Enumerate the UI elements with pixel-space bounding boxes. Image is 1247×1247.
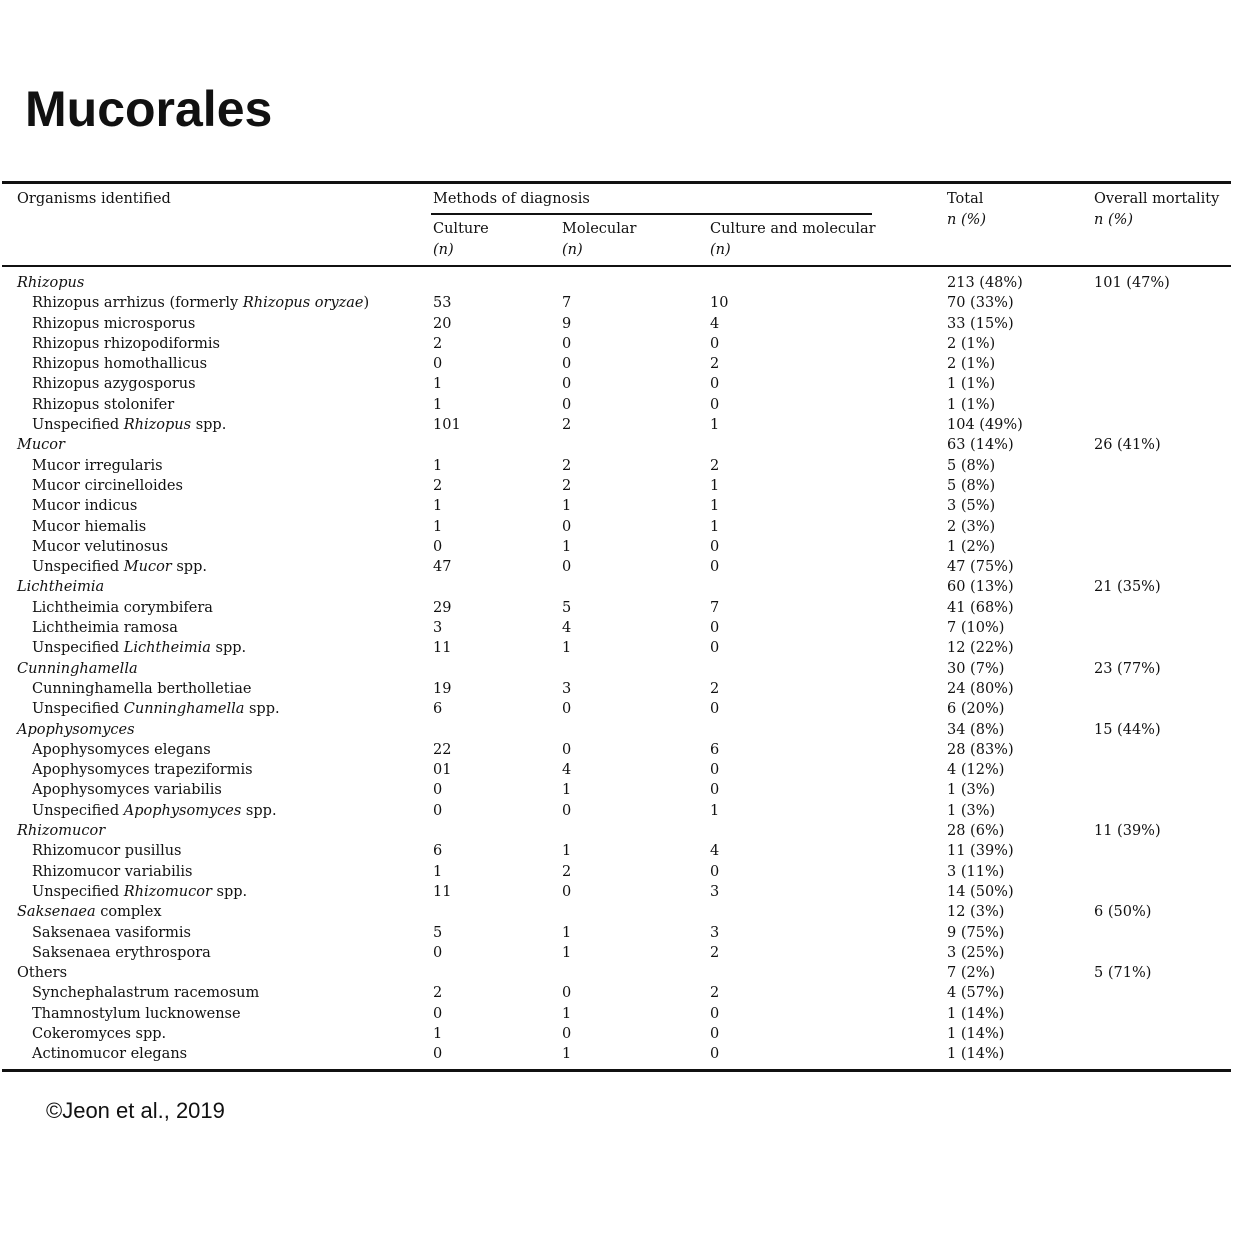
table-row xyxy=(2,598,1231,618)
organism-name-part: spp. xyxy=(191,417,227,434)
culture-count: 20 xyxy=(433,315,452,332)
organism-name: Lichtheimia xyxy=(17,579,105,596)
total-count: 2 (3%) xyxy=(947,518,996,535)
table-header xyxy=(2,184,1231,265)
total-count: 30 (7%) xyxy=(947,660,1005,677)
organism-name: Synchephalastrum racemosum xyxy=(32,985,260,1002)
molecular-count: 0 xyxy=(562,356,572,373)
organism-name: Mucor circinelloides xyxy=(32,477,183,494)
organism-name-part: spp. xyxy=(210,640,247,657)
molecular-count: 0 xyxy=(562,335,572,352)
total-count: 213 (48%) xyxy=(947,275,1023,291)
organism-name: Mucor irregularis xyxy=(32,457,163,474)
total-count: 60 (13%) xyxy=(947,579,1014,596)
culture-molecular-count: 0 xyxy=(710,559,720,576)
culture-molecular-count: 0 xyxy=(710,376,720,393)
total-count: 2 (1%) xyxy=(947,335,996,352)
molecular-count: 1 xyxy=(562,782,572,799)
total-count: 41 (68%) xyxy=(947,599,1014,616)
molecular-count: 4 xyxy=(562,762,572,779)
culture-count: 11 xyxy=(433,883,452,900)
culture-count: 1 xyxy=(433,863,443,880)
culture-count: 1 xyxy=(433,376,443,393)
total-count: 4 (12%) xyxy=(947,762,1005,779)
mortality-count: 26 (41%) xyxy=(1094,437,1161,454)
organism-name: Thamnostylum lucknowense xyxy=(32,1005,241,1022)
total-count: 9 (75%) xyxy=(947,924,1005,941)
molecular-count: 0 xyxy=(562,559,572,576)
table-row xyxy=(2,517,1231,537)
header-organisms: Organisms identified xyxy=(17,191,171,207)
table-row xyxy=(2,841,1231,861)
culture-molecular-count: 0 xyxy=(710,1025,720,1042)
organism-name: Apophysomyces variabilis xyxy=(32,782,222,799)
molecular-count: 0 xyxy=(562,1025,572,1042)
slide-title: Mucorales xyxy=(25,81,273,137)
total-count: 1 (3%) xyxy=(947,782,996,799)
table-group-row xyxy=(2,963,1231,983)
total-count: 33 (15%) xyxy=(947,315,1014,332)
molecular-count: 0 xyxy=(562,802,572,819)
total-count: 1 (1%) xyxy=(947,376,996,393)
table-row xyxy=(2,862,1231,882)
culture-count: 6 xyxy=(433,701,443,718)
culture-molecular-count: 0 xyxy=(710,1005,720,1022)
culture-molecular-count: 0 xyxy=(710,701,720,718)
table-row xyxy=(2,801,1231,821)
organism-name-part: Mucor xyxy=(123,559,172,576)
table-group-row xyxy=(2,577,1231,597)
table-row xyxy=(2,334,1231,354)
mucorales-table xyxy=(2,181,1231,1072)
header-culture-molecular-n: (n) xyxy=(710,242,731,258)
culture-molecular-count: 0 xyxy=(710,538,720,555)
organism-name: Rhizomucor variabilis xyxy=(32,863,193,880)
molecular-count: 7 xyxy=(562,295,572,312)
molecular-count: 0 xyxy=(562,518,572,535)
culture-molecular-count: 0 xyxy=(710,620,720,637)
organism-name-part: Lichtheimia xyxy=(123,640,211,657)
culture-molecular-count: 2 xyxy=(710,356,720,373)
table-row xyxy=(2,476,1231,496)
culture-molecular-count: 0 xyxy=(710,396,720,413)
organism-name-part: Unspecified xyxy=(32,802,124,819)
culture-count: 11 xyxy=(433,640,452,657)
organism-name: Rhizopus azygosporus xyxy=(32,376,196,393)
molecular-count: 0 xyxy=(562,376,572,393)
table-row xyxy=(2,293,1231,313)
header-total: Total xyxy=(947,191,984,207)
culture-molecular-count: 4 xyxy=(710,843,720,860)
organism-name-part: Unspecified xyxy=(32,640,124,657)
culture-molecular-count: 0 xyxy=(710,640,720,657)
organism-name: Lichtheimia ramosa xyxy=(32,620,178,637)
total-count: 3 (25%) xyxy=(947,944,1005,961)
organism-name-part: Rhizopus oryzae xyxy=(242,295,364,312)
header-overall-mortality: Overall mortality xyxy=(1094,191,1220,207)
organism-name xyxy=(32,801,277,821)
molecular-count: 3 xyxy=(562,680,572,697)
total-count: 12 (3%) xyxy=(947,904,1005,921)
culture-molecular-count: 0 xyxy=(710,762,720,779)
mortality-count: 5 (71%) xyxy=(1094,965,1152,982)
total-count: 24 (80%) xyxy=(947,680,1014,697)
total-count: 7 (2%) xyxy=(947,965,996,982)
organism-name: Mucor hiemalis xyxy=(32,518,147,535)
header-molecular: Molecular xyxy=(562,221,637,237)
header-total-pct: n (%) xyxy=(947,212,987,228)
molecular-count: 1 xyxy=(562,1046,572,1063)
organism-name-part: spp. xyxy=(171,559,207,576)
organism-name: Rhizopus xyxy=(17,275,85,291)
organism-name-part: spp. xyxy=(244,701,280,718)
culture-count: 5 xyxy=(433,924,443,941)
culture-count: 0 xyxy=(433,802,443,819)
organism-name: Apophysomyces trapeziformis xyxy=(32,762,253,779)
molecular-count: 4 xyxy=(562,620,572,637)
culture-molecular-count: 1 xyxy=(710,498,720,515)
culture-count: 0 xyxy=(433,356,443,373)
organism-name: Cunninghamella xyxy=(17,660,138,677)
mortality-count: 11 (39%) xyxy=(1094,823,1161,840)
table-row xyxy=(2,679,1231,699)
molecular-count: 0 xyxy=(562,883,572,900)
organism-name: Rhizopus stolonifer xyxy=(32,396,175,413)
organism-name-part: Apophysomyces xyxy=(123,802,242,819)
organism-name-part: Saksenaea xyxy=(17,904,96,921)
organism-name xyxy=(32,293,369,313)
organism-name-part: complex xyxy=(95,904,162,921)
organism-name-part: Unspecified xyxy=(32,701,124,718)
culture-count: 0 xyxy=(433,1005,443,1022)
culture-molecular-count: 0 xyxy=(710,1046,720,1063)
culture-molecular-count: 3 xyxy=(710,883,720,900)
molecular-count: 1 xyxy=(562,640,572,657)
molecular-count: 1 xyxy=(562,538,572,555)
culture-molecular-count: 2 xyxy=(710,985,720,1002)
organism-name: Rhizomucor pusillus xyxy=(32,843,182,860)
molecular-count: 1 xyxy=(562,498,572,515)
header-culture: Culture xyxy=(433,221,489,237)
molecular-count: 0 xyxy=(562,701,572,718)
culture-count: 0 xyxy=(433,782,443,799)
total-count: 5 (8%) xyxy=(947,457,996,474)
organism-name xyxy=(32,557,207,577)
table-row xyxy=(2,1004,1231,1024)
culture-molecular-count: 1 xyxy=(710,417,720,434)
mortality-count: 21 (35%) xyxy=(1094,579,1161,596)
table-row xyxy=(2,374,1231,394)
culture-molecular-count: 6 xyxy=(710,741,720,758)
organism-name: Rhizomucor xyxy=(17,823,106,840)
table-group-row xyxy=(2,902,1231,922)
culture-molecular-count: 1 xyxy=(710,518,720,535)
total-count: 12 (22%) xyxy=(947,640,1014,657)
culture-count: 19 xyxy=(433,680,452,697)
organism-name: Others xyxy=(17,965,68,982)
table-row xyxy=(2,1044,1231,1064)
total-count: 4 (57%) xyxy=(947,985,1005,1002)
molecular-count: 0 xyxy=(562,741,572,758)
table-row xyxy=(2,354,1231,374)
organism-name: Cokeromyces spp. xyxy=(32,1025,167,1042)
culture-count: 101 xyxy=(433,417,461,434)
organism-name: Apophysomyces xyxy=(17,721,135,738)
header-culture-molecular: Culture and molecular xyxy=(710,221,876,237)
culture-count: 47 xyxy=(433,559,452,576)
culture-count: 53 xyxy=(433,295,452,312)
organism-name-part: Unspecified xyxy=(32,417,124,434)
organism-name-part: Unspecified xyxy=(32,883,124,900)
total-count: 3 (11%) xyxy=(947,863,1005,880)
molecular-count: 0 xyxy=(562,396,572,413)
culture-count: 1 xyxy=(433,518,443,535)
organism-name xyxy=(32,882,247,902)
total-count: 34 (8%) xyxy=(947,721,1005,738)
mortality-count: 15 (44%) xyxy=(1094,721,1161,738)
molecular-count: 1 xyxy=(562,1005,572,1022)
total-count: 28 (6%) xyxy=(947,823,1005,840)
organism-name-part: ) xyxy=(363,295,370,312)
organism-name xyxy=(32,699,280,719)
organism-name: Rhizopus rhizopodiformis xyxy=(32,335,220,352)
table-bottom-rule xyxy=(2,1069,1231,1072)
culture-count: 2 xyxy=(433,335,443,352)
organism-name-part: spp. xyxy=(211,883,248,900)
mortality-count: 23 (77%) xyxy=(1094,660,1161,677)
organism-name-part: Cunninghamella xyxy=(123,701,245,718)
table-row xyxy=(2,314,1231,334)
table-row xyxy=(2,699,1231,719)
total-count: 1 (14%) xyxy=(947,1046,1005,1063)
organism-name-part: Rhizopus xyxy=(123,417,192,434)
table-group-row xyxy=(2,659,1231,679)
culture-molecular-count: 0 xyxy=(710,863,720,880)
header-methods: Methods of diagnosis xyxy=(433,191,590,207)
culture-molecular-count: 4 xyxy=(710,315,720,332)
culture-count: 22 xyxy=(433,741,452,758)
culture-molecular-count: 1 xyxy=(710,802,720,819)
table-row xyxy=(2,496,1231,516)
culture-count: 3 xyxy=(433,620,443,637)
total-count: 14 (50%) xyxy=(947,883,1014,900)
culture-count: 1 xyxy=(433,396,443,413)
organism-name: Actinomucor elegans xyxy=(32,1046,188,1063)
molecular-count: 1 xyxy=(562,924,572,941)
culture-molecular-count: 7 xyxy=(710,599,720,616)
organism-name: Saksenaea vasiformis xyxy=(32,924,191,941)
header-molecular-n: (n) xyxy=(562,242,583,258)
total-count: 3 (5%) xyxy=(947,498,996,515)
table-row xyxy=(2,740,1231,760)
table-group-row xyxy=(2,720,1231,740)
organism-name: Apophysomyces elegans xyxy=(32,741,211,758)
methods-rule xyxy=(431,213,872,215)
total-count: 5 (8%) xyxy=(947,477,996,494)
molecular-count: 2 xyxy=(562,863,572,880)
organism-name-part: spp. xyxy=(241,802,277,819)
organism-name: Mucor xyxy=(17,437,65,454)
organism-name: Rhizopus homothallicus xyxy=(32,356,208,373)
table-row xyxy=(2,760,1231,780)
organism-name xyxy=(32,638,246,658)
molecular-count: 1 xyxy=(562,843,572,860)
molecular-count: 2 xyxy=(562,477,572,494)
table-row xyxy=(2,1024,1231,1044)
table-row xyxy=(2,638,1231,658)
culture-molecular-count: 3 xyxy=(710,924,720,941)
table-row xyxy=(2,943,1231,963)
table-group-row xyxy=(2,273,1231,293)
organism-name-part: Unspecified xyxy=(32,559,124,576)
total-count: 2 (1%) xyxy=(947,356,996,373)
header-culture-n: (n) xyxy=(433,242,454,258)
total-count: 6 (20%) xyxy=(947,701,1005,718)
table-row xyxy=(2,557,1231,577)
molecular-count: 9 xyxy=(562,315,572,332)
total-count: 1 (14%) xyxy=(947,1025,1005,1042)
molecular-count: 2 xyxy=(562,457,572,474)
molecular-count: 2 xyxy=(562,417,572,434)
table-row xyxy=(2,537,1231,557)
organism-name: Rhizopus microsporus xyxy=(32,315,196,332)
culture-molecular-count: 0 xyxy=(710,335,720,352)
culture-count: 1 xyxy=(433,498,443,515)
total-count: 70 (33%) xyxy=(947,295,1014,312)
table-row xyxy=(2,395,1231,415)
culture-molecular-count: 2 xyxy=(710,680,720,697)
total-count: 28 (83%) xyxy=(947,741,1014,758)
culture-count: 1 xyxy=(433,1025,443,1042)
table-row xyxy=(2,415,1231,435)
table-group-row xyxy=(2,435,1231,455)
table-row xyxy=(2,618,1231,638)
molecular-count: 1 xyxy=(562,944,572,961)
molecular-count: 0 xyxy=(562,985,572,1002)
culture-molecular-count: 2 xyxy=(710,944,720,961)
organism-name xyxy=(17,902,162,922)
total-count: 1 (1%) xyxy=(947,396,996,413)
mortality-count: 6 (50%) xyxy=(1094,904,1152,921)
organism-name-part: Rhizopus arrhizus (formerly xyxy=(32,295,243,312)
table-row xyxy=(2,983,1231,1003)
organism-name: Cunninghamella bertholletiae xyxy=(32,680,252,697)
culture-count: 6 xyxy=(433,843,443,860)
culture-molecular-count: 10 xyxy=(710,295,729,312)
table-row xyxy=(2,923,1231,943)
culture-count: 0 xyxy=(433,538,443,555)
culture-count: 01 xyxy=(433,762,452,779)
culture-molecular-count: 0 xyxy=(710,782,720,799)
culture-count: 2 xyxy=(433,477,443,494)
total-count: 1 (2%) xyxy=(947,538,996,555)
mortality-count: 101 (47%) xyxy=(1094,275,1170,291)
culture-count: 0 xyxy=(433,1046,443,1063)
culture-count: 0 xyxy=(433,944,443,961)
total-count: 1 (3%) xyxy=(947,802,996,819)
organism-name: Mucor indicus xyxy=(32,498,138,515)
culture-count: 29 xyxy=(433,599,452,616)
molecular-count: 5 xyxy=(562,599,572,616)
table-body xyxy=(2,267,1231,1069)
culture-molecular-count: 2 xyxy=(710,457,720,474)
organism-name xyxy=(32,415,226,435)
table-row xyxy=(2,456,1231,476)
total-count: 11 (39%) xyxy=(947,843,1014,860)
organism-name: Lichtheimia corymbifera xyxy=(32,599,213,616)
citation-credit: ©Jeon et al., 2019 xyxy=(46,1098,225,1123)
table-group-row xyxy=(2,821,1231,841)
total-count: 7 (10%) xyxy=(947,620,1005,637)
table-row xyxy=(2,882,1231,902)
total-count: 104 (49%) xyxy=(947,417,1023,434)
culture-molecular-count: 1 xyxy=(710,477,720,494)
culture-count: 2 xyxy=(433,985,443,1002)
organism-name: Mucor velutinosus xyxy=(32,538,169,555)
total-count: 63 (14%) xyxy=(947,437,1014,454)
table-row xyxy=(2,780,1231,800)
total-count: 47 (75%) xyxy=(947,559,1014,576)
organism-name-part: Rhizomucor xyxy=(123,883,212,900)
culture-count: 1 xyxy=(433,457,443,474)
organism-name: Saksenaea erythrospora xyxy=(32,944,211,961)
header-mortality-pct: n (%) xyxy=(1094,212,1134,228)
total-count: 1 (14%) xyxy=(947,1005,1005,1022)
